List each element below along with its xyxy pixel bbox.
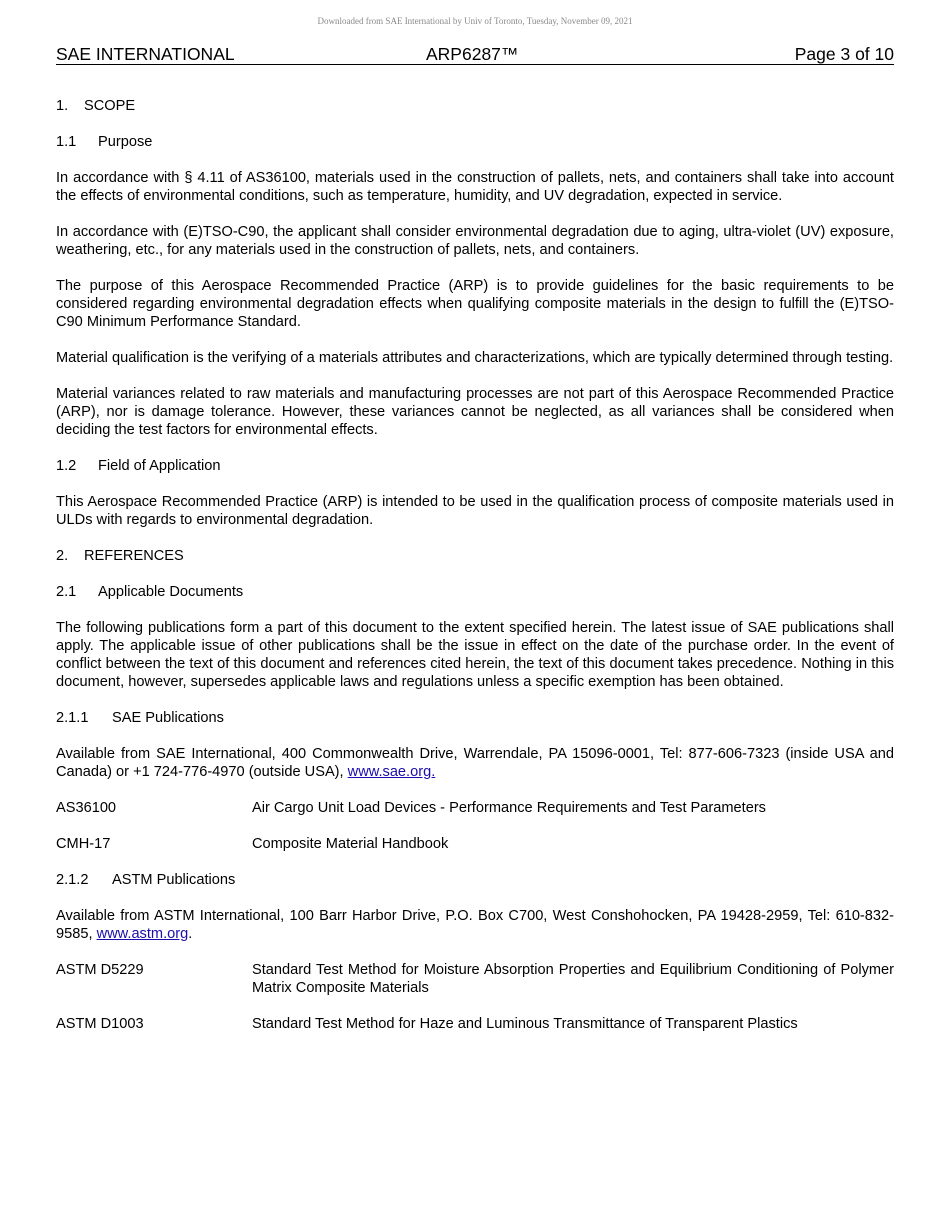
subsubsection-title: SAE Publications [112, 710, 224, 726]
paragraph: The purpose of this Aerospace Recommended Practice (ARP) is to provide guidelines for the basic requirements to be considered regarding environmental degradation effects when qualifying composite materials in the design to fulfill the (E)TSO-C90 Minimum Performance Standard. [56, 278, 894, 330]
reference-title: Air Cargo Unit Load Devices - Performance Requirements and Test Parameters [252, 800, 766, 816]
astm-availability-paragraph [56, 907, 894, 943]
reference-title: Standard Test Method for Moisture Absorption Properties and Equilibrium Conditioning of Polymer Matrix Composite Materials [252, 962, 894, 996]
subsection-heading [56, 133, 894, 151]
subsubsection-number: 2.1.2 [56, 872, 89, 888]
reference-code: ASTM D5229 [56, 962, 144, 978]
subsection-number: 2.1 [56, 584, 77, 600]
reference-entry [56, 835, 894, 853]
subsubsection-number: 2.1.1 [56, 710, 89, 726]
subsection-title: Purpose [98, 134, 153, 150]
astm-availability-text: Available from ASTM International, 100 Barr Harbor Drive, P.O. Box C700, West Conshohocken, PA 19428-2959, Tel: 610-832-9585, [56, 908, 894, 942]
subsubsection-title: ASTM Publications [112, 872, 236, 888]
reference-entry [56, 961, 894, 997]
header-doc-id: ARP6287™ [426, 44, 519, 64]
paragraph: The following publications form a part of this document to the extent specified herein. The latest issue of SAE publications shall apply. The applicable issue of other publications shall be the issue in effect on the date of the purchase order. In the event of conflict between the text of this document and references cited herein, the text of this document takes precedence. Nothing in this document, however, supersedes applicable laws and regulations unless a specific exemption has been obtained. [56, 620, 894, 690]
reference-entry [56, 1015, 894, 1033]
subsection-heading [56, 583, 894, 601]
header-org: SAE INTERNATIONAL [56, 44, 235, 64]
subsection-heading [56, 457, 894, 475]
reference-code: ASTM D1003 [56, 1016, 144, 1032]
subsection-number: 1.1 [56, 134, 77, 150]
section-title: REFERENCES [84, 548, 184, 564]
paragraph: In accordance with § 4.11 of AS36100, materials used in the construction of pallets, nets, and containers shall take into account the effects of environmental conditions, such as temperature, humidity, and UV degradation, expected in service. [56, 170, 894, 204]
paragraph: Material variances related to raw materials and manufacturing processes are not part of this Aerospace Recommended Practice (ARP), nor is damage tolerance. However, these variances cannot be neglected, as all variances shall be considered when deciding the test factors for environmental effects. [56, 386, 894, 438]
reference-code: AS36100 [56, 800, 117, 816]
page-header [56, 44, 894, 65]
download-watermark: Downloaded from SAE International by Univ of Toronto, Tuesday, November 09, 2021 [317, 16, 633, 26]
section-heading [56, 547, 894, 565]
section-heading [56, 97, 894, 115]
paragraph: This Aerospace Recommended Practice (ARP) is intended to be used in the qualification process of composite materials used in ULDs with regards to environmental degradation. [56, 494, 894, 528]
subsection-title: Applicable Documents [98, 584, 244, 600]
paragraph: In accordance with (E)TSO-C90, the applicant shall consider environmental degradation due to aging, ultra-violet (UV) exposure, weathering, etc., for any materials used in the construction of pallets, nets, and containers. [56, 224, 894, 258]
subsubsection-heading [56, 709, 894, 727]
section-title: SCOPE [84, 98, 136, 114]
astm-website-link[interactable]: www.astm.org [96, 926, 189, 942]
reference-code: CMH-17 [56, 836, 111, 852]
sae-website-link[interactable]: www.sae.org. [347, 764, 436, 780]
reference-entry [56, 799, 894, 817]
astm-availability-tail: . [188, 926, 193, 942]
section-number: 1. [56, 98, 69, 114]
subsection-number: 1.2 [56, 458, 77, 474]
paragraph: Material qualification is the verifying of a materials attributes and characterizations, which are typically determined through testing. [56, 350, 894, 366]
document-body [56, 97, 894, 1051]
reference-title: Composite Material Handbook [252, 836, 449, 852]
sae-availability-text: Available from SAE International, 400 Commonwealth Drive, Warrendale, PA 15096-0001, Tel: 877-606-7323 (inside USA and Canada) or +1 724-776-4970 (outside USA), [56, 746, 894, 780]
reference-title: Standard Test Method for Haze and Luminous Transmittance of Transparent Plastics [252, 1016, 798, 1032]
subsubsection-heading [56, 871, 894, 889]
subsection-title: Field of Application [98, 458, 221, 474]
sae-availability-paragraph [56, 745, 894, 781]
header-page-number: Page 3 of 10 [794, 44, 894, 64]
section-number: 2. [56, 548, 69, 564]
